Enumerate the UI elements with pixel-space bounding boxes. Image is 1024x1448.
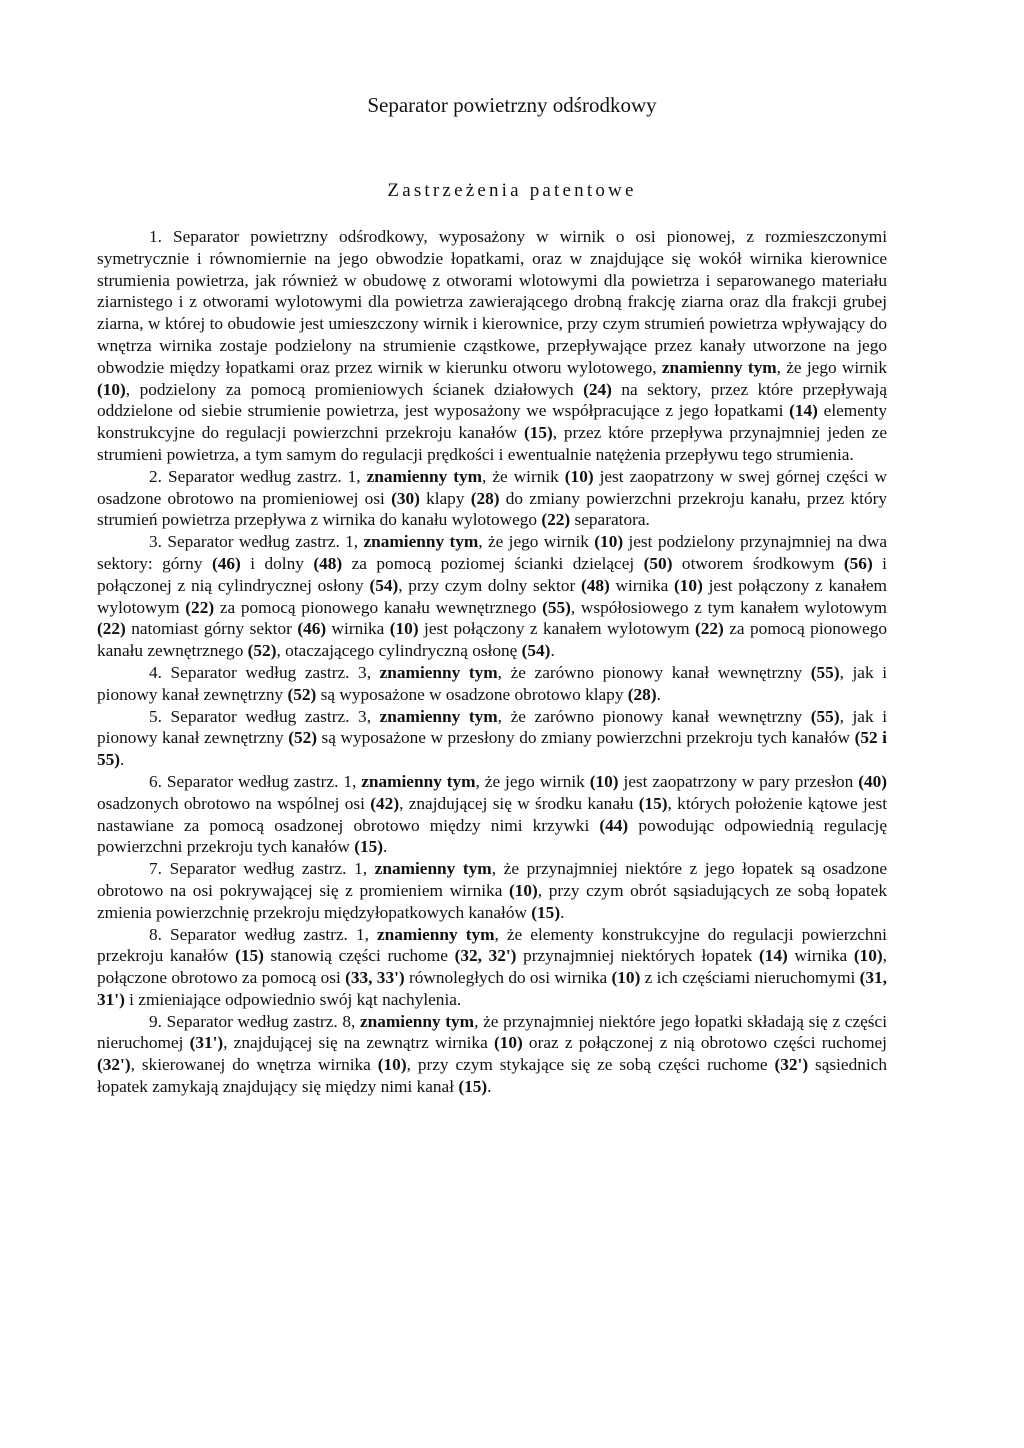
- claims-list: [97, 226, 887, 1098]
- claim-text: i dolny: [240, 553, 314, 573]
- claim-text: .: [487, 1077, 492, 1097]
- claim-text: są wyposażone w przesłony do zmiany powierzchni przekroju tych kanałów: [317, 728, 855, 748]
- section-heading: Zastrzeżenia patentowe: [387, 180, 637, 201]
- claim-bold-text: (22): [695, 619, 724, 639]
- claim-text: .: [560, 902, 565, 922]
- claim-bold-text: (15): [638, 793, 668, 813]
- claim-bold-text: (10): [509, 880, 538, 900]
- claim-bold-text: znamienny tym: [661, 357, 777, 377]
- claim-bold-text: (10): [564, 466, 594, 486]
- claim-text: 5. Separator według zastrz. 3,: [149, 706, 380, 726]
- claim-text: 2. Separator według zastrz. 1,: [149, 466, 367, 486]
- claim-text: , połączone obrotowo za pomocą osi: [97, 946, 887, 988]
- claim-bold-text: (31, 31'): [97, 968, 887, 1009]
- claim-text: jest połączony z kanałem wylotowym: [418, 619, 696, 639]
- claim-text: , że zarówno pionowy kanał wewnętrzny: [497, 662, 811, 682]
- claim-bold-text: znamienny tym: [363, 532, 479, 552]
- claim-text: jest podzielony przynajmniej na dwa sektory: górny: [97, 532, 887, 573]
- claim-bold-text: (10): [493, 1033, 523, 1053]
- claim-text: 3. Separator według zastrz. 1,: [149, 532, 364, 552]
- claim-bold-text: znamienny tym: [376, 924, 495, 944]
- claim-paragraph: [97, 662, 887, 706]
- claim-bold-text: (46): [211, 553, 241, 573]
- claim-text: sąsiednich łopatek zamykają znajdujący się między nimi kanał: [97, 1055, 887, 1097]
- claim-bold-text: (55): [542, 597, 571, 617]
- claim-bold-text: (33, 33'): [345, 968, 405, 988]
- claim-text: 6. Separator według zastrz. 1,: [149, 771, 362, 791]
- claim-text: , jak i pionowy kanał zewnętrzny: [97, 706, 888, 748]
- claim-text: , jak i pionowy kanał zewnętrzny: [97, 662, 888, 704]
- claim-text: , że jego wirnik: [478, 532, 595, 552]
- claim-bold-text: (28): [470, 488, 500, 508]
- claim-bold-text: (15): [531, 902, 561, 922]
- claim-bold-text: (44): [599, 815, 629, 835]
- claim-bold-text: (31'): [189, 1033, 224, 1053]
- claim-bold-text: (42): [370, 793, 400, 813]
- claim-text: , że jego wirnik: [475, 771, 590, 791]
- claim-text: przynajmniej niektórych łopatek: [516, 946, 759, 966]
- claim-text: , że przynajmniej niektóre z jego łopatek są osadzone obrotowo na osi pokrywającej się z promieniem wirnika: [97, 859, 888, 900]
- claim-bold-text: (15): [354, 837, 383, 857]
- claim-bold-text: (14): [758, 946, 788, 966]
- claim-text: jest zaopatrzony w pary przesłon: [618, 771, 859, 791]
- claim-text: , współosiowego z tym kanałem wylotowym: [570, 597, 888, 617]
- claim-bold-text: (52 i 55): [97, 728, 887, 770]
- claim-text: z ich częściami nieruchomymi: [640, 968, 860, 988]
- claim-text: za pomocą poziomej ścianki dzielącej: [342, 553, 644, 573]
- claim-bold-text: (22): [185, 597, 215, 617]
- claim-text: wirnika: [326, 619, 390, 639]
- claim-paragraph: [97, 226, 887, 466]
- claim-text: , znajdującej się na zewnątrz wirnika: [223, 1033, 494, 1053]
- claim-bold-text: (56): [843, 553, 873, 573]
- claim-bold-text: (30): [391, 488, 420, 508]
- claim-paragraph: [97, 771, 887, 858]
- claim-bold-text: (10): [389, 619, 419, 639]
- claim-text: klapy: [419, 488, 471, 508]
- claim-bold-text: (22): [541, 510, 571, 530]
- claim-text: powodując odpowiednią regulację powierzchni przekroju tych kanałów: [97, 815, 887, 857]
- claim-text: , że wirnik: [482, 466, 565, 486]
- claim-bold-text: znamienny tym: [366, 466, 483, 486]
- claim-bold-text: (52): [288, 728, 317, 748]
- claim-text: 4. Separator według zastrz. 3,: [149, 662, 380, 682]
- claim-bold-text: (32'): [97, 1055, 131, 1075]
- claim-bold-text: znamienny tym: [359, 1011, 475, 1031]
- claim-bold-text: (52): [287, 684, 317, 704]
- claim-text: , że zarówno pionowy kanał wewnętrzny: [497, 706, 811, 726]
- claim-bold-text: (54): [521, 641, 551, 661]
- claim-text: do zmiany powierzchni przekroju kanału, przez który strumień powietrza przepływa z wirnika do kanału wylotowego: [97, 488, 887, 530]
- claim-bold-text: (10): [377, 1055, 407, 1075]
- claim-bold-text: (24): [583, 379, 612, 399]
- claim-bold-text: (54): [369, 575, 399, 595]
- claim-bold-text: (10): [674, 575, 703, 595]
- claim-text: 1. Separator powietrzny odśrodkowy, wyposażony w wirnik o osi pionowej, z rozmieszczonymi symetrycznie i równomiernie na jego obwodzie łopatkami, oraz w znajdujące się wokół wirnika kierownice strumienia powietrza, jak również w obudowę z otworami wlotowymi dla powietrza i separowanego materiału ziarnistego i z otworami wylotowymi dla powietrza zawierającego drobną frakcję ziarna oraz dla frakcji grubej ziarna, w której to obudowie jest umieszczony wirnik i kierownice, przy czym strumień powietrza wpływający do wnętrza wirnika zostaje podzielony na strumienie cząstkowe, przepływające przez kanały utworzone na jego obwodzie między łopatkami oraz przez wirnik w kierunku otworu wylotowego,: [97, 227, 887, 377]
- claim-paragraph: [97, 466, 887, 531]
- claim-text: .: [656, 684, 661, 704]
- claim-bold-text: (32, 32'): [454, 946, 517, 966]
- claim-bold-text: (46): [297, 619, 327, 639]
- claim-text: separatora.: [570, 510, 650, 530]
- claim-text: otworem środkowym: [672, 553, 844, 573]
- document-title: Separator powietrzny odśrodkowy: [367, 93, 657, 117]
- claim-paragraph: [97, 858, 887, 923]
- claim-text: , przy czym obrót sąsiadujących ze sobą łopatek zmienia powierzchnię przekroju międzyłopatkowych kanałów: [97, 880, 887, 922]
- claim-bold-text: (48): [313, 553, 343, 573]
- claim-text: , przy czym stykające się ze sobą części ruchome: [406, 1055, 775, 1075]
- claim-text: , podzielony za pomocą promieniowych ścianek działowych: [125, 379, 584, 399]
- claim-text: za pomocą pionowego kanału wewnętrznego: [214, 597, 543, 617]
- claim-bold-text: (28): [627, 684, 657, 704]
- claim-bold-text: (40): [858, 771, 887, 791]
- claim-text: na sektory, przez które przepływają oddzielone od siebie strumienie powietrza, jest wyposażony we współpracujące z jego łopatkami: [97, 379, 887, 421]
- claim-bold-text: (10): [589, 771, 619, 791]
- claim-text: oraz z połączonej z nią obrotowo części ruchomej: [522, 1033, 887, 1053]
- claim-bold-text: (15): [235, 946, 264, 966]
- claim-text: jest zaopatrzony w swej górnej części w osadzone obrotowo na promieniowej osi: [97, 466, 887, 508]
- claim-text: , przez które przepływa przynajmniej jeden ze strumieni powietrza, a tym samym do regulacji prędkości i ewentualnie natężenia przepływu tego strumienia.: [97, 423, 887, 464]
- claim-text: .: [550, 641, 555, 661]
- claim-bold-text: (10): [853, 946, 883, 966]
- claim-bold-text: (15): [523, 423, 553, 443]
- claim-bold-text: znamienny tym: [361, 771, 476, 791]
- claim-bold-text: znamienny tym: [374, 859, 492, 879]
- claim-text: stanowią części ruchome: [263, 946, 455, 966]
- claim-text: .: [120, 750, 125, 770]
- claim-text: , że przynajmniej niektóre jego łopatki składają się z części nieruchomej: [97, 1011, 888, 1053]
- claim-text: wirnika: [609, 575, 675, 595]
- claim-text: , otaczającego cylindryczną osłonę: [276, 641, 522, 661]
- claim-bold-text: (22): [97, 619, 126, 639]
- claim-bold-text: (10): [97, 379, 126, 399]
- claim-text: , skierowanej do wnętrza wirnika: [130, 1055, 378, 1075]
- claim-bold-text: (32'): [774, 1055, 809, 1075]
- claim-paragraph: [97, 1011, 887, 1098]
- claim-text: elementy konstrukcyjne do regulacji powierzchni przekroju kanałów: [97, 401, 887, 443]
- claim-text: , przy czym dolny sektor: [398, 575, 581, 595]
- claim-bold-text: (48): [580, 575, 610, 595]
- claim-text: za pomocą pionowego kanału zewnętrznego: [97, 619, 887, 661]
- claim-bold-text: (55): [810, 662, 840, 682]
- claim-bold-text: (10): [611, 968, 641, 988]
- claim-text: , których położenie kątowe jest nastawiane za pomocą osadzonej obrotowo między nimi krzywki: [97, 793, 887, 835]
- claim-bold-text: znamienny tym: [379, 662, 498, 682]
- claim-paragraph: [97, 706, 887, 771]
- claim-text: , znajdującej się w środku kanału: [399, 793, 639, 813]
- claim-bold-text: (14): [789, 401, 818, 421]
- claim-paragraph: [97, 531, 887, 662]
- claim-bold-text: (55): [810, 706, 840, 726]
- claim-text: wirnika: [787, 946, 854, 966]
- claim-text: , że jego wirnik: [776, 357, 888, 377]
- claim-text: jest połączony z kanałem wylotowym: [97, 575, 887, 617]
- claim-bold-text: znamienny tym: [379, 706, 498, 726]
- claim-text: , że elementy konstrukcyjne do regulacji powierzchni przekroju kanałów: [97, 924, 887, 966]
- claim-text: osadzonych obrotowo na wspólnej osi: [97, 793, 371, 813]
- claim-bold-text: (10): [594, 532, 624, 552]
- claim-text: .: [383, 837, 388, 857]
- claim-paragraph: [97, 924, 887, 1011]
- claim-text: i zmieniające odpowiednio swój kąt nachylenia.: [124, 989, 462, 1009]
- claim-bold-text: (50): [643, 553, 673, 573]
- claim-text: równoległych do osi wirnika: [404, 968, 612, 988]
- claim-text: 7. Separator według zastrz. 1,: [149, 859, 375, 879]
- claim-bold-text: (15): [458, 1077, 488, 1097]
- claim-text: natomiast górny sektor: [125, 619, 298, 639]
- claim-text: i połączonej z nią cylindrycznej osłony: [97, 553, 887, 595]
- claim-text: 8. Separator według zastrz. 1,: [149, 924, 377, 944]
- claim-text: są wyposażone w osadzone obrotowo klapy: [316, 684, 628, 704]
- claim-text: 9. Separator według zastrz. 8,: [149, 1011, 360, 1031]
- claim-bold-text: (52): [247, 641, 277, 661]
